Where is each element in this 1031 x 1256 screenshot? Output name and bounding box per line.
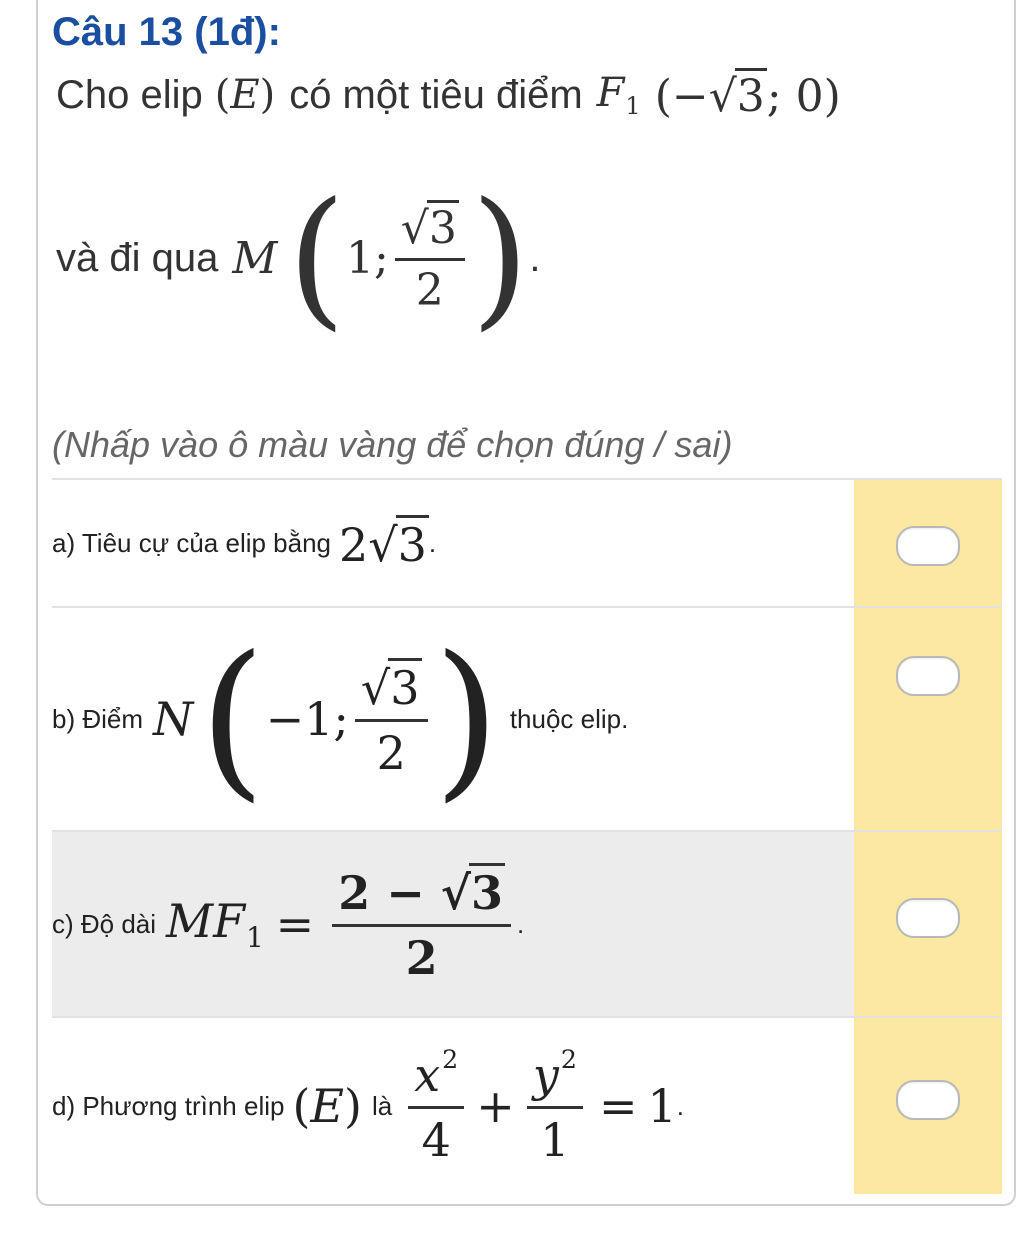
choice-cell-b[interactable] <box>854 608 1002 830</box>
focus-name: $F_1$ <box>596 69 641 121</box>
statement-c: c) Độ dài $MF_1$ = 2 − √ 3 2 . <box>52 832 854 1016</box>
statement-a: a) Tiêu cự của elip bằng 2√ 3 . <box>52 480 854 606</box>
MF1-fraction: 2 − √ 3 2 <box>332 863 511 985</box>
toggle-true-false-b[interactable] <box>896 656 960 696</box>
statement-b: b) Điểm N ( −1 ; √ 3 2 ) thuộc elip. <box>52 620 629 818</box>
instruction-hint: (Nhấp vào ô màu vàng để chọn đúng / sai) <box>52 424 733 465</box>
statement-row-c <box>52 830 1002 1016</box>
segment-MF1: $MF_1$ <box>166 894 264 954</box>
y-term-fraction: $\frac{y^2}{1}$ <box>527 1045 583 1167</box>
line1-mid: có một tiêu điểm <box>289 72 583 117</box>
question-title: Câu 13 (1đ): <box>52 10 281 54</box>
line1-text: Cho elip <box>56 72 203 117</box>
choice-cell-c[interactable] <box>854 832 1002 1016</box>
toggle-true-false-a[interactable] <box>896 526 960 566</box>
ellipse-name: E <box>230 72 260 118</box>
focus-coords: (−√ 3 ; 0) <box>655 68 841 122</box>
question-line-1: Cho elip ( E ) có một tiêu điểm $F_1$ (−√ 3 ; 0) <box>56 69 841 122</box>
x-term-fraction: $\frac{x^2}{4}$ <box>408 1045 464 1167</box>
N-y-fraction: √ 3 2 <box>355 658 428 780</box>
toggle-true-false-d[interactable] <box>896 1080 960 1120</box>
focal-length-value: 2√ 3 <box>339 515 429 572</box>
statement-row-d <box>52 1016 1002 1194</box>
point-N: N <box>153 692 194 746</box>
line2-text: và đi qua <box>56 235 219 280</box>
choice-cell-d[interactable] <box>854 1018 1002 1194</box>
statement-row-b <box>52 606 1002 830</box>
statement-row-a <box>52 478 1002 606</box>
statement-d: d) Phương trình elip ( E ) là $\frac{x^2}{4}$ + $\frac{y^2}{1}$ = 1 . <box>52 1045 684 1167</box>
choice-cell-a[interactable] <box>854 480 1002 606</box>
toggle-true-false-c[interactable] <box>896 898 960 938</box>
question-line-2: và đi qua M ( 1 ; √ 3 2 ) . <box>56 171 541 345</box>
M-y-fraction: √ 3 2 <box>395 200 465 316</box>
point-M: M <box>232 232 278 284</box>
